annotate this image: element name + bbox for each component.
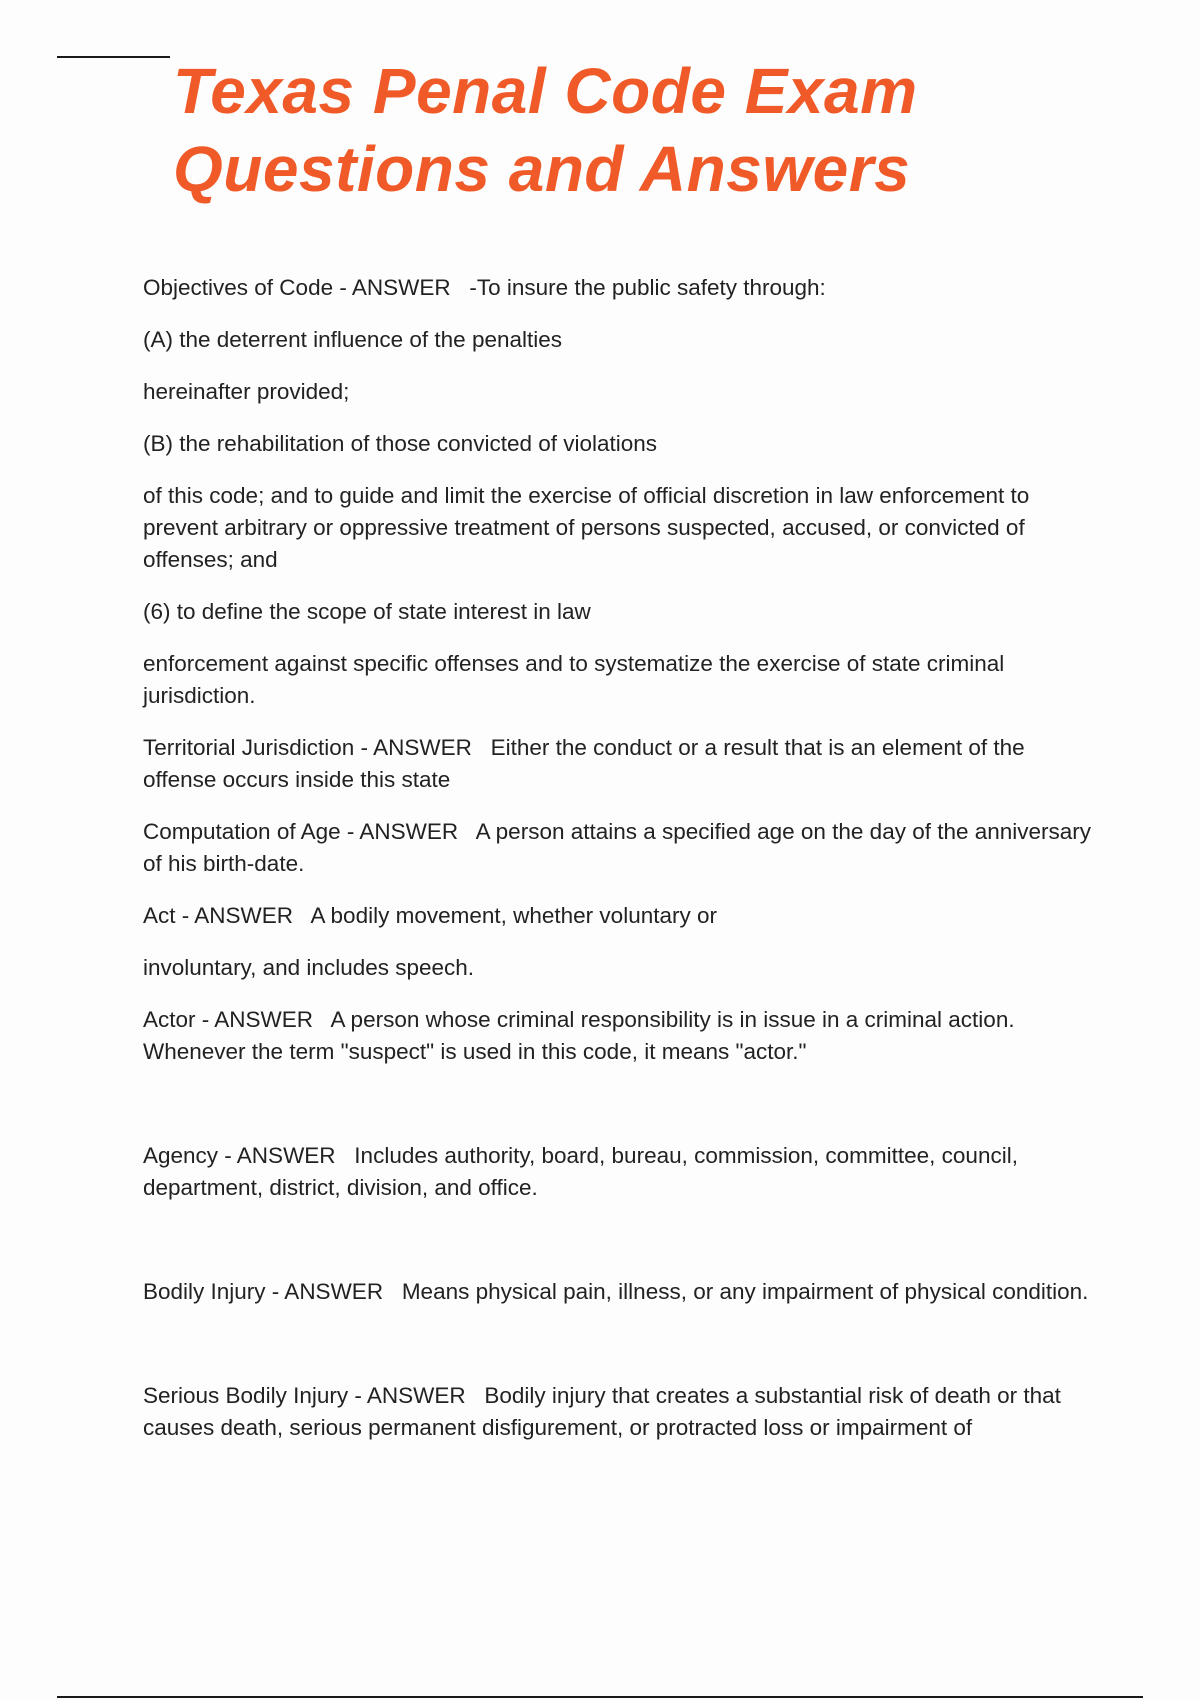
paragraph-objectives: Objectives of Code - ANSWER -To insure the public safety through: (143, 275, 826, 300)
paragraph-act: Act - ANSWER A bodily movement, whether voluntary or (143, 903, 717, 928)
page-title (173, 52, 917, 208)
paragraph-agency: Agency - ANSWER Includes authority, board, bureau, commission, committee, council, department, district, division, and office. (143, 1143, 1025, 1200)
title-line-1: Texas Penal Code Exam (173, 55, 918, 127)
paragraph-serious-bodily-injury: Serious Bodily Injury - ANSWER Bodily injury that creates a substantial risk of death or that causes death, serious permanent disfigurement, or protracted loss or impairment of (143, 1383, 1068, 1440)
title-line-2: Questions and Answers (173, 133, 911, 205)
qa-content (143, 272, 1103, 1444)
paragraph-item-6-cont: enforcement against specific offenses and to systematize the exercise of state criminal jurisdiction. (143, 651, 1011, 708)
paragraph-item-a: (A) the deterrent influence of the penalties (143, 327, 563, 352)
paragraph-item-b-cont: of this code; and to guide and limit the exercise of official discretion in law enforcement to prevent arbitrary or oppressive treatment of persons suspected, accused, or convicted of offenses; and (143, 483, 1036, 572)
paragraph-actor: Actor - ANSWER A person whose criminal responsibility is in issue in a criminal action. Whenever the term "suspect" is used in this code, it means "actor." (143, 1007, 1021, 1064)
paragraph-bodily-injury: Bodily Injury - ANSWER Means physical pain, illness, or any impairment of physical condition. (143, 1279, 1089, 1304)
paragraph-act-cont: involuntary, and includes speech. (143, 955, 475, 980)
paragraph-territorial-jurisdiction: Territorial Jurisdiction - ANSWER Either the conduct or a result that is an element of the offense occurs inside this state (143, 735, 1031, 792)
paragraph-computation-of-age: Computation of Age - ANSWER A person attains a specified age on the day of the anniversary of his birth-date. (143, 819, 1098, 876)
paragraph-item-6: (6) to define the scope of state interest in law (143, 599, 591, 624)
paragraph-item-b: (B) the rehabilitation of those convicted of violations (143, 431, 658, 456)
header-rule (57, 56, 170, 58)
footer-rule (57, 1696, 1143, 1698)
paragraph-item-a-cont: hereinafter provided; (143, 379, 350, 404)
